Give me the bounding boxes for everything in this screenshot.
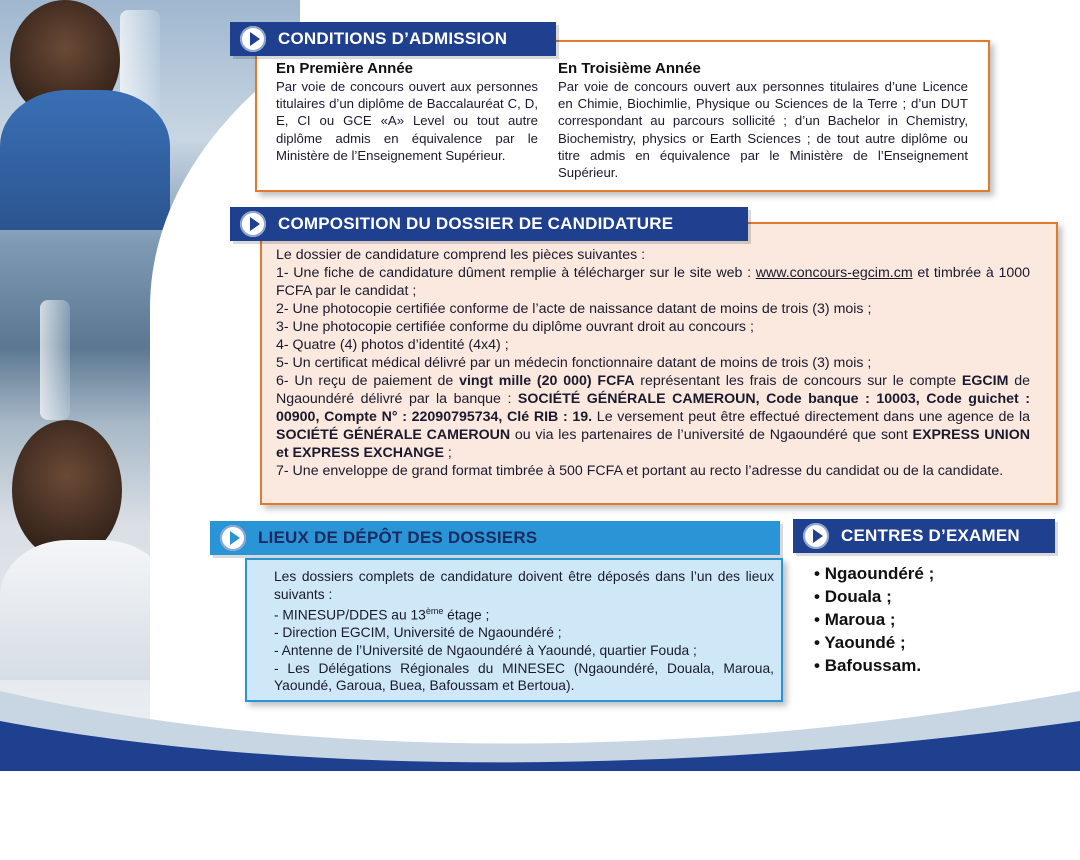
dossier-item-1-text: 1- Une fiche de candidature dûment remplie à télécharger sur le site web : (276, 265, 756, 281)
bank-name: SOCIÉTÉ GÉNÉRALE CAMEROUN (276, 427, 511, 443)
play-icon (240, 26, 266, 52)
item6-part: 6- Un reçu de paiement de (276, 373, 460, 389)
lieux-place-1 (274, 603, 774, 624)
lieux-header (210, 521, 780, 555)
admission-title: CONDITIONS D’ADMISSION (278, 29, 508, 48)
dossier-item-3: 3- Une photocopie certifiée conforme du diplôme ouvrant droit au concours ; (276, 319, 754, 335)
dossier-item-5: 5- Un certificat médical délivré par un médecin fonctionnaire datant de moins de trois (3) mois ; (276, 355, 872, 371)
dossier-intro: Le dossier de candidature comprend les pièces suivantes : (276, 247, 646, 263)
centre-item: • Douala ; (814, 585, 934, 608)
play-icon (240, 211, 266, 237)
item6-part: de Ngaoundéré délivré par la banque : (276, 373, 1030, 407)
lieux-place-4: - Les Délégations Régionales du MINESEC (Ngaoundéré, Douala, Maroua, Yaoundé, Garoua, Buea, Bafoussam et Bertoua). (274, 660, 774, 694)
third-year-heading: En Troisième Année (558, 60, 701, 77)
place1-text: - MINESUP/DDES au 13 (274, 607, 426, 623)
item6-part: Le versement peut être effectué directement dans une agence de la (592, 409, 1030, 425)
egcim-website-link[interactable]: www.concours-egcim.cm (755, 265, 913, 281)
egcim-label: EGCIM (961, 373, 1009, 389)
first-year-heading: En Première Année (276, 60, 413, 77)
dossier-item-4: 4- Quatre (4) photos d’identité (4x4) ; (276, 337, 509, 353)
lieux-title: LIEUX DE DÉPÔT DES DOSSIERS (258, 528, 538, 547)
play-icon (220, 525, 246, 551)
fee-amount: vingt mille (20 000) FCFA (459, 373, 635, 389)
place1-text-end: étage ; (443, 607, 490, 623)
place1-sup: ème (425, 606, 444, 617)
play-icon (803, 523, 829, 549)
payment-partners: EXPRESS UNION et EXPRESS EXCHANGE (276, 427, 1030, 461)
first-year-column (276, 60, 538, 164)
centre-item: • Bafoussam. (814, 654, 934, 677)
lieux-place-2: - Direction EGCIM, Université de Ngaoundéré ; (274, 625, 562, 641)
centres-title: CENTRES D’EXAMEN (841, 526, 1020, 545)
item6-part: ou via les partenaires de l’université de Ngaoundéré que sont (510, 427, 913, 443)
first-year-text: Par voie de concours ouvert aux personnes titulaires d’un diplôme de Baccalauréat C, D, E, CI ou GCE «A» Level ou tout autre diplôme admis en équivalence par le Ministère de l’Enseignement Supérieur. (276, 79, 538, 163)
dossier-item-2: 2- Une photocopie certifiée conforme de l’acte de naissance datant de moins de trois (3) mois ; (276, 301, 872, 317)
centres-list (814, 562, 934, 677)
dossier-item-7: 7- Une enveloppe de grand format timbrée à 500 FCFA et portant au recto l’adresse du candidat ou de la candidate. (276, 463, 1004, 479)
student-bottom-photo (12, 420, 122, 560)
dossier-header (230, 207, 748, 241)
lieux-intro: Les dossiers complets de candidature doivent être déposés dans l’un des lieux suivants : (274, 569, 774, 602)
third-year-column (558, 60, 968, 181)
third-year-text: Par voie de concours ouvert aux personnes titulaires d’une Licence en Chimie, Biochimlie, Physique ou Sciences de la Terre ; d’un DUT correspondant au parcours sollicité ; d’un Bachelor in Chemistry, Biochemistry, physics or Earth Sciences ; de tout autre diplôme ou titre admis en équivalence par le Ministère de l’Enseignement Supérieur. (558, 79, 968, 181)
dossier-title: COMPOSITION DU DOSSIER DE CANDIDATURE (278, 214, 674, 233)
bank-details: SOCIÉTÉ GÉNÉRALE CAMEROUN, Code banque : 10003, Code guichet : 00900, Compte N° : 22090795734, Clé RIB : 19. (276, 391, 1030, 425)
centre-item: • Yaoundé ; (814, 631, 934, 654)
centre-item: • Maroua ; (814, 608, 934, 631)
centres-header (793, 519, 1055, 553)
admission-header (230, 22, 556, 56)
dossier-item-1 (276, 264, 1030, 300)
dossier-list (276, 246, 1030, 480)
item6-part: représentant les frais de concours sur le compte (634, 373, 962, 389)
lieux-place-3: - Antenne de l’Université de Ngaoundéré à Yaoundé, quartier Fouda ; (274, 642, 697, 658)
item6-part: ; (443, 445, 452, 461)
centre-item: • Ngaoundéré ; (814, 562, 934, 585)
dossier-item-6 (276, 372, 1030, 462)
dossier-item-1-text-end: et timbrée à 1000 FCFA par le candidat ; (276, 265, 1031, 299)
lieux-list (274, 568, 774, 695)
